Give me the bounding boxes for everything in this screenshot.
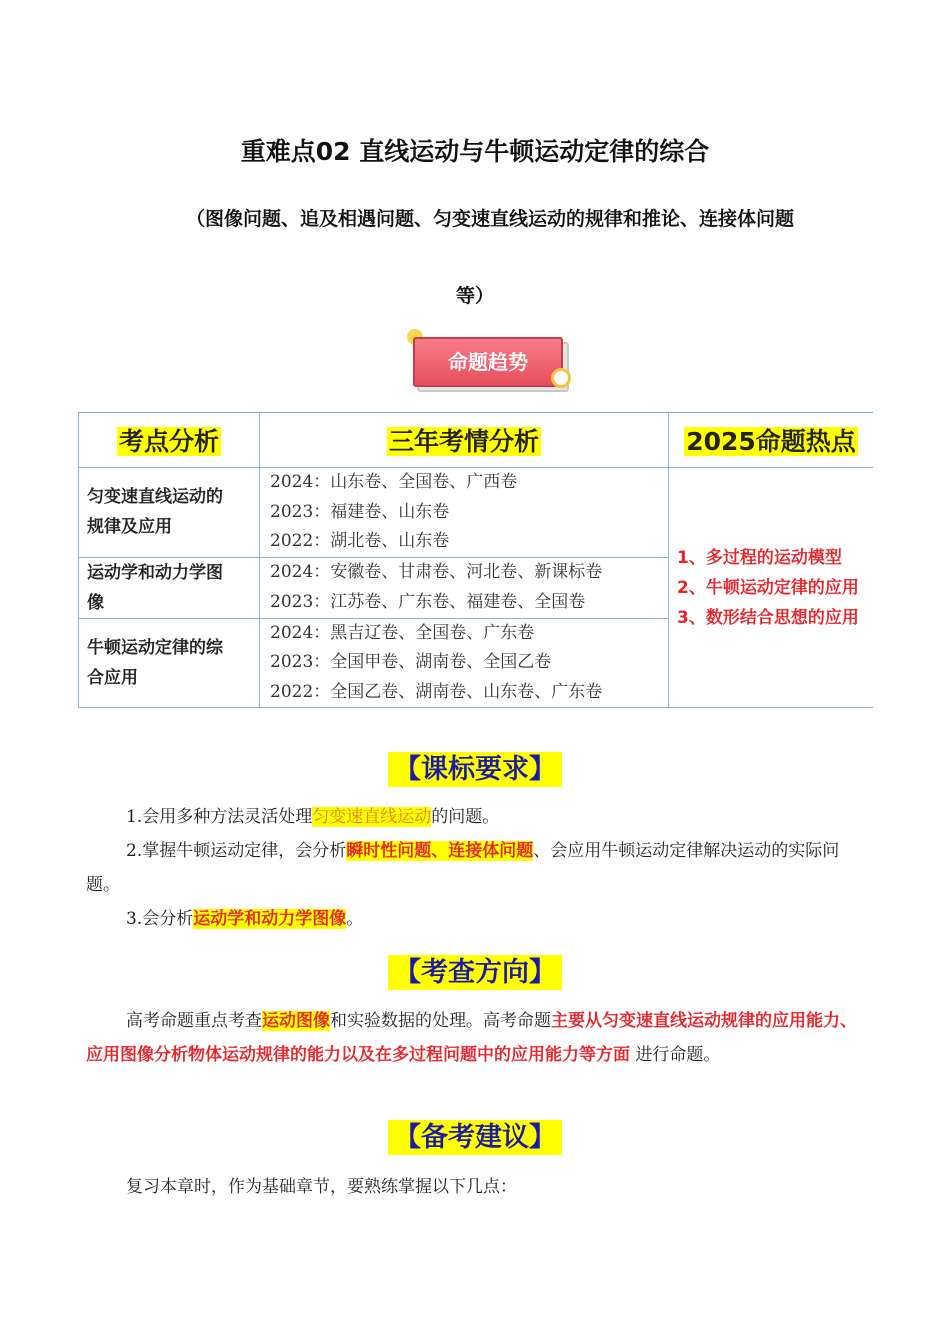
trend-table: [78, 412, 873, 708]
point-cell: 匀变速直线运动的 规律及应用: [79, 468, 260, 558]
requirement-2: 2.掌握牛顿运动定律，会分析瞬时性问题、连接体问题、会应用牛顿运动定律解决运动的实际问题。: [86, 841, 840, 895]
header-hot: 2025命题热点: [669, 413, 874, 468]
point-cell: 运动学和动力学图 像: [79, 557, 260, 618]
requirements-text: [86, 800, 866, 936]
hot-cell: 1、多过程的运动模型 2、牛顿运动定律的应用 3、数形结合思想的应用: [669, 468, 874, 708]
header-points: 考点分析: [79, 413, 260, 468]
years-cell: 2024：黑吉辽卷、全国卷、广东卷 2023：全国甲卷、湖南卷、全国乙卷 2022：全国乙卷、湖南卷、山东卷、广东卷: [260, 618, 669, 708]
advice-text: 复习本章时，作为基础章节，要熟练掌握以下几点：: [126, 1177, 517, 1197]
years-cell: 2024：山东卷、全国卷、广西卷 2023：福建卷、山东卷 2022：湖北卷、山东卷: [260, 468, 669, 558]
table-row: [79, 468, 874, 558]
years-cell: 2024：安徽卷、甘肃卷、河北卷、新课标卷 2023：江苏卷、广东卷、福建卷、全国卷: [260, 557, 669, 618]
section-heading-requirements: 【课标要求】: [0, 747, 950, 786]
badge-ring-icon: [551, 368, 571, 388]
page-subtitle-continued: 等）: [455, 285, 494, 307]
point-cell: 牛顿运动定律的综 合应用: [79, 618, 260, 708]
table-header-row: [79, 413, 874, 468]
section-heading-advice: 【备考建议】: [0, 1115, 950, 1154]
section-heading-direction: 【考查方向】: [0, 950, 950, 989]
page-title: 重难点02 直线运动与牛顿运动定律的综合: [240, 137, 710, 166]
requirement-1: 1.会用多种方法灵活处理匀变速直线运动的问题。: [126, 807, 500, 827]
direction-text: 高考命题重点考查运动图像和实验数据的处理。高考命题主要从匀变速直线运动规律的应用能力、应用图像分析物体运动规律的能力以及在多过程问题中的应用能力等方面 进行命题。: [86, 1011, 857, 1065]
badge-label: 命题趋势: [413, 337, 563, 387]
trend-badge: [403, 326, 573, 396]
page-subtitle: （图像问题、追及相遇问题、匀变速直线运动的规律和推论、连接体问题: [185, 208, 794, 230]
header-years: 三年考情分析: [260, 413, 669, 468]
requirement-3: 3.会分析运动学和动力学图像。: [126, 909, 364, 929]
